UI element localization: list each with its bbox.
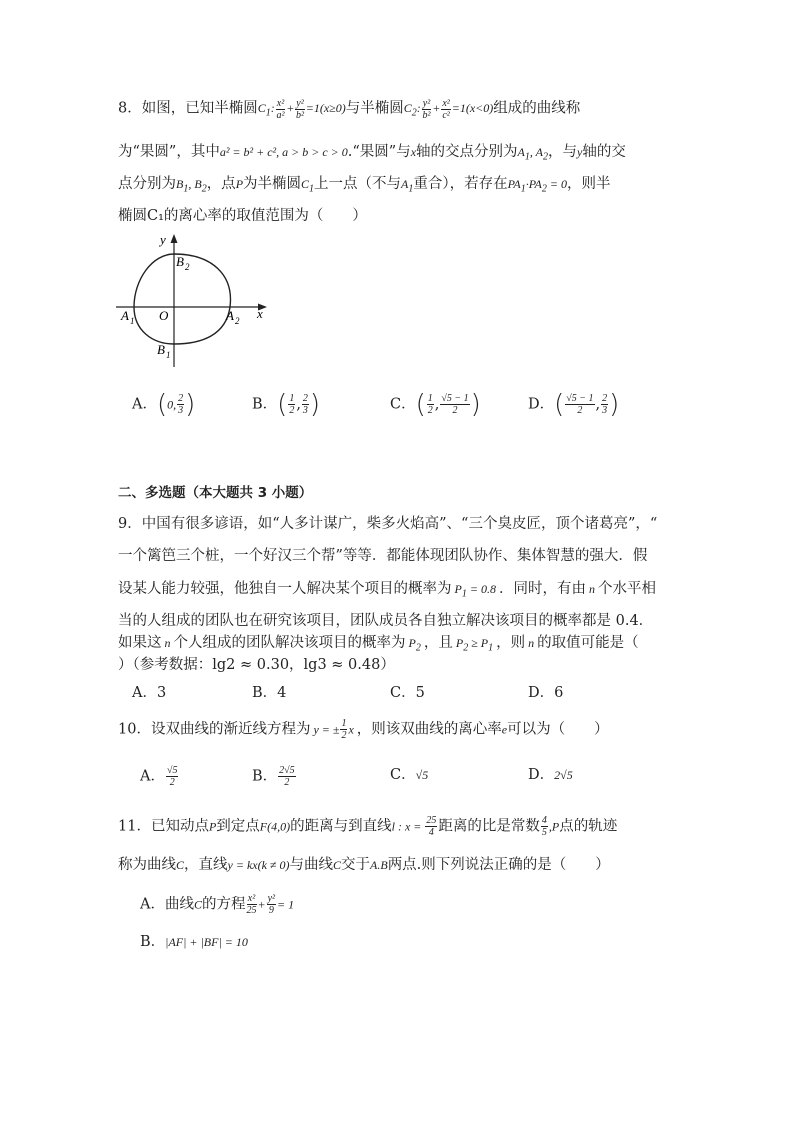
- svg-text:2: 2: [185, 262, 190, 272]
- q10-option-c[interactable]: C．√5: [390, 767, 429, 783]
- fruit-ellipse-figure: [112, 230, 272, 370]
- q8-option-b[interactable]: B．( $\frac{1}{2}$ , $\frac{2}{3}$ ): [252, 389, 321, 420]
- q9-line-5: 如果这 n 个人组成的团队解决该项目的概率为 $P_2$ ，且 $P_2 \ge P_1$ ，则 n 的取值可能是（: [118, 635, 639, 654]
- q9-line-1: 9．中国有很多谚语，如“人多计谋广，柴多火焰高”、“三个臭皮匠，顶个诸葛亮”，“: [118, 516, 658, 532]
- q8-option-d[interactable]: D．( $\frac{√5 - 1}{2}$ , $\frac{2}{3}$ ): [528, 389, 620, 420]
- q9-option-d[interactable]: D．6: [528, 685, 564, 701]
- q11-line-2: 称为曲线C，直线y = kx(k ≠ 0)与曲线C交于A.B两点.则下列说法正确的是（ ）: [118, 857, 610, 873]
- q10-option-d[interactable]: D．2√5: [528, 767, 573, 783]
- q9-option-b[interactable]: B．4: [252, 685, 287, 701]
- section-heading: 二、多选题（本大题共 3 小题）: [118, 485, 313, 501]
- b2-label: B: [176, 254, 184, 269]
- q8-line-4: 椭圆C₁的离心率的取值范围为（ ）: [118, 208, 367, 224]
- q10-line: 10．设双曲线的渐近线方程为 y = ± $\frac{1}{2}$ x ，则该双曲线的离心率e可以为（ ）: [118, 718, 609, 741]
- q9-line-3: 设某人能力较强，他独自一人解决某个项目的概率为 $P_1 = 0.8$ ．同时，有由 n 个水平相: [118, 581, 656, 600]
- q8-text: 8．如图，已知半椭圆: [118, 100, 258, 117]
- q10-option-b[interactable]: B． $\frac{2√5}{2}$: [252, 765, 295, 788]
- q9-option-a[interactable]: A．3: [132, 685, 167, 701]
- svg-text:1: 1: [130, 316, 135, 326]
- y-axis-arrow-icon: [171, 234, 178, 243]
- q11-option-a[interactable]: A．曲线C的方程 $\frac{\text{x²}}{25}$ + $\frac{\text{y²}}{9}$ = 1: [140, 893, 295, 916]
- q9-line-4: 当的人组成的团队也在研究该项目，团队成员各自独立解决该项目的概率都是 0.4．: [118, 613, 654, 629]
- q8-line-2: 为“果圆”，其中a² = b² + c², a > b > c > 0.“果圆”与x轴的交点分别为$A_1$, $A_2$，与y轴的交: [118, 144, 626, 163]
- q9-line-2: 一个篱笆三个桩，一个好汉三个帮”等等．都能体现团队协作、集体智慧的强大．假: [118, 548, 648, 564]
- c2-formula: $C_2$: $\frac{\text{y²}}{\text{b²}}$ + $\frac{\text{x²}}{\text{c²}}$ =1(x<0): [403, 98, 494, 121]
- svg-text:2: 2: [235, 316, 240, 326]
- a1-label: A: [121, 308, 129, 323]
- svg-text:1: 1: [166, 350, 171, 360]
- q11-option-b[interactable]: B．|AF| + |BF| = 10: [140, 934, 248, 950]
- origin-label: O: [159, 308, 169, 323]
- q10-option-a[interactable]: A． $\frac{√5}{2}$: [140, 765, 178, 788]
- q8-line-3: 点分别为$B_1$, $B_2$，点P为半椭圆$C_1$上一点（不与$A_1$重合），若存在$PA_1\cdot PA_2 = 0$，则半: [118, 176, 611, 195]
- y-label: y: [160, 232, 166, 247]
- q9-option-c[interactable]: C．5: [390, 685, 425, 701]
- x-label: x: [257, 306, 263, 321]
- q8-option-c[interactable]: C．( $\frac{1}{2}$ , $\frac{√5 - 1}{2}$ ): [390, 389, 481, 420]
- q8-option-a[interactable]: A．(0, $\frac{2}{3}$ ): [132, 389, 196, 420]
- b1-label: B: [157, 342, 165, 357]
- q9-line-6: ）（参考数据：lg2 ≈ 0.30，lg3 ≈ 0.48）: [118, 657, 395, 673]
- q8-line-1: 8．如图，已知半椭圆$C_1$: $\frac{\text{x²}}{\text{a²}}$ + $\frac{\text{y²}}{\text{b²}}$ =1(x≥0)与半椭圆$C_2$: $\frac{\text{y²}}{\text{b²}}$ + $\frac{\text{x²}}{\text{c²}}$ =1(x<0)组成的曲线称: [118, 98, 581, 121]
- c1-formula: $C_1$: $\frac{\text{x²}}{\text{a²}}$ + $\frac{\text{y²}}{\text{b²}}$ =1(x≥0): [257, 98, 346, 121]
- q11-line-1: 11．已知动点P到定点F(4,0)的距离与到直线l : x = $\frac{25}{4}$ 距离的比是常数 $\frac{4}{5}$ ,P点的轨迹: [118, 815, 618, 838]
- a2-label: A: [226, 308, 234, 323]
